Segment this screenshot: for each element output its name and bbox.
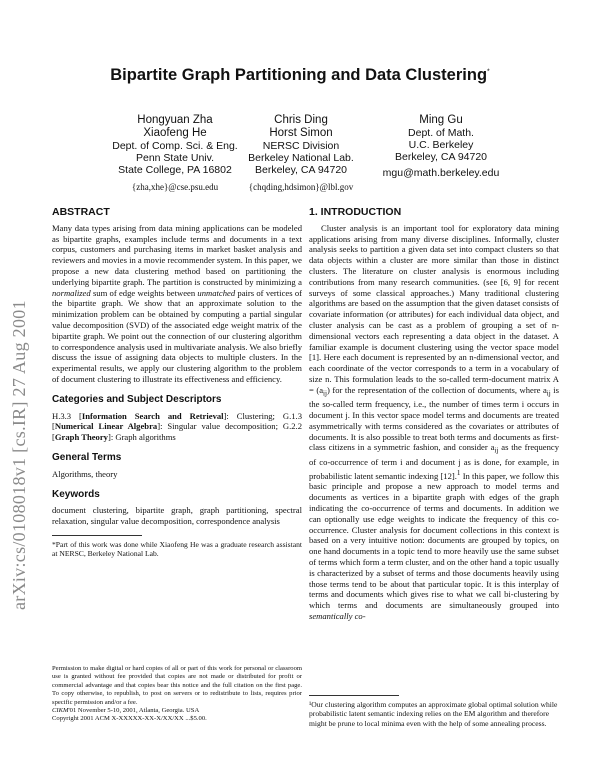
- general-terms-heading: General Terms: [52, 451, 122, 463]
- footnote-ref-1: 1: [456, 468, 461, 477]
- author-email: {zha,xhe}@cse.psu.edu: [131, 182, 219, 192]
- categories-bold: Graph Theory: [54, 432, 108, 443]
- introduction-heading: 1. INTRODUCTION: [309, 206, 402, 218]
- copyright-line: Copyright 2001 ACM X-XXXXX-XX-X/XX/XX ...$5.00.: [52, 715, 207, 723]
- footnote-divider: [309, 695, 399, 696]
- abstract-text-part: Many data types arising from data mining applications can be modeled as bipartite graphs, examples include terms and documents in a text corpus, customers and purchasing items in market basket analysis and reviewers and movies in a movie recommender system. In this paper, we propose a new data clustering method based on partitioning the underlying bipartite graph. The partition is constructed by minimizing a: [52, 222, 302, 287]
- author-affiliation: Berkeley, CA 94720: [394, 151, 488, 163]
- conference-detail: '01 November 5-10, 2001, Atlanta, Georgia. USA: [68, 707, 200, 715]
- intro-subscript: ij: [323, 389, 327, 398]
- categories-text: [52, 411, 302, 443]
- author-block-3: [366, 114, 516, 179]
- categories-part: H.3.3 [: [52, 410, 82, 421]
- author-affiliation: U.C. Berkeley: [408, 139, 474, 151]
- author-name: Hongyuan Zha: [137, 114, 213, 126]
- intro-subscript: ij: [494, 447, 499, 456]
- categories-bold: Numerical Linear Algebra: [54, 421, 158, 432]
- author-name: Ming Gu: [419, 114, 463, 126]
- author-name: Chris Ding: [274, 114, 328, 126]
- categories-part: ]: Graph algorithms: [107, 432, 176, 443]
- arxiv-stamp: [6, 190, 30, 630]
- author-affiliation: Dept. of Math.: [408, 127, 474, 139]
- title-footnote-mark: *: [487, 68, 490, 76]
- author-affiliation: NERSC Division: [262, 140, 340, 152]
- author-name: Horst Simon: [269, 127, 333, 139]
- general-terms-text: Algorithms, theory: [52, 468, 118, 479]
- paper-title-text: Bipartite Graph Partitioning and Data Clustering: [110, 66, 488, 84]
- right-footnote: [309, 695, 559, 728]
- intro-subscript: ij: [546, 389, 551, 398]
- introduction-text: [309, 223, 559, 622]
- abstract-emphasis: unmatched: [197, 287, 236, 298]
- keywords-text: document clustering, bipartite graph, graph partitioning, spectral relaxation, singular value decomposition, correspondence analysis: [52, 505, 302, 527]
- intro-text-part: is the so-called term frequency, i.e., the number of times term i occurs in document j. In this vector space model terms and documents are treated asymmetrically with terms considered as the covariates or attributes of documents. It is also possible to treat both terms and documents as first-class citizens in a symmetric fashion, and consider a: [309, 384, 559, 453]
- intro-text-part: ) for the representation of the collection of documents, where a: [327, 384, 547, 395]
- conference-name: CIKM: [52, 707, 69, 715]
- permission-text: Permission to make digital or hard copies of all or part of this work for personal or classroom use is granted without fee provided that copies are not made or distributed for profit or commercial advantage and that copies bear this notice and the full citation on the first page. To copy otherwise, to republish, to post on servers or to redistribute to lists, requires prior specific permission and/or a fee.: [52, 665, 302, 706]
- author-affiliation: Berkeley National Lab.: [248, 152, 354, 164]
- author-email: mgu@math.berkeley.edu: [382, 167, 500, 179]
- footnote-star: *Part of this work was done while Xiaofeng He was a graduate research assistant at NERSC, Berkeley National Lab.: [52, 539, 302, 559]
- abstract-heading: ABSTRACT: [52, 206, 110, 218]
- permission-notice: [52, 665, 302, 724]
- abstract-emphasis: normalized: [52, 287, 91, 298]
- keywords-heading: Keywords: [52, 488, 100, 500]
- author-affiliation: Berkeley, CA 94720: [254, 164, 348, 176]
- author-block-2: [226, 114, 376, 193]
- left-column: [52, 207, 302, 559]
- intro-emphasis: semantically co-: [309, 610, 366, 621]
- categories-part: ]: Singular value decomposition; G.2.2 [: [52, 421, 302, 443]
- right-column: [309, 207, 559, 622]
- intro-text-part: Cluster analysis is an important tool for exploratory data mining applications arising from many diverse disciplines. Informally, cluster analysis seeks to partition a given data set into compact clusters so that data objects within a cluster are more similar than those in distinct clusters. The literature on cluster analysis is enormous including contributions from many research communities. (see [6, 9] for recent surveys of some classical approaches.) Many traditional clustering algorithms are based on the assumption that the given dataset consists of covariate information (or attributes) for each individual data object, and cluster analysis can be cast as a problem of grouping a set of n-dimensional vectors each representing a data object in the dataset. A familiar example is document clustering using the vector space model [1]. Here each document is represented by an n-dimensional vector, and each coordinate of the vector corresponds to a term in a vocabulary of size n. This formulation leads to the so-called term-document matrix A = (a: [309, 222, 559, 395]
- intro-text-part: as the frequency of co-occurrence of term i and document j as is done, for example, in probabilistic latent semantic indexing [12].: [309, 442, 559, 481]
- intro-text-part: In this paper, we follow this basic principle and propose a new approach to model terms and documents as vertices in a bipartite graph with edges of the graph indicating the co-occurrence of terms and documents. In addition we can optionally use edge weights to indicate the frequency of this co-occurrence. Cluster analysis for document collections in this context is based on a very intuitive notion: documents are grouped by topics, on one hand documents in a topic tend to more heavily use the same subset of terms which form a term cluster, and on the other hand a topic usually is characterized by a subset of terms and those documents heavily using those terms tend to be about that particular topic. It is this interplay of terms and documents which gives rise to what we call bi-clustering by which terms and documents are simultaneously grouped into: [309, 470, 559, 611]
- author-name: Xiaofeng He: [143, 127, 207, 139]
- author-affiliation: Penn State Univ.: [135, 152, 215, 164]
- footnote-1: ¹Our clustering algorithm computes an approximate global optimal solution while probabilistic latent semantic indexing relies on the EM algorithm and therefore might be prune to local minima even with the help of some annealing process.: [309, 700, 558, 728]
- arxiv-stamp-text: arXiv:cs/0108018v1 [cs.IR] 27 Aug 2001: [9, 300, 29, 610]
- conference-line: [52, 707, 302, 715]
- categories-heading: Categories and Subject Descriptors: [52, 393, 222, 405]
- author-email: {chqding,hdsimon}@lbl.gov: [248, 182, 354, 192]
- categories-part: ]: Clustering; G.1.3 [: [52, 410, 302, 432]
- author-affiliation: Dept. of Comp. Sci. & Eng.: [112, 140, 238, 152]
- author-affiliation: State College, PA 16802: [118, 164, 232, 176]
- abstract-text-part: pairs of vertices of the bipartite graph. We show that an approximate solution to the minimization problem can be obtained by computing a partial singular value decomposition (SVD) of the associated edge weight matrix of the bipartite graph. We point out the connection of our clustering algorithm to correspondence analysis used in multivariate analysis. We also briefly discuss the issue of assigning data objects to multiple clusters. In the experimental results, we apply our clustering algorithm to the problem of document clustering to illustrate its effectiveness and efficiency.: [52, 287, 302, 384]
- categories-bold: Information Search and Retrieval: [81, 410, 224, 421]
- paper-title: [0, 66, 600, 85]
- footnote-divider: [52, 535, 142, 536]
- abstract-text: [52, 223, 302, 385]
- abstract-text-part: sum of edge weights between: [92, 287, 196, 298]
